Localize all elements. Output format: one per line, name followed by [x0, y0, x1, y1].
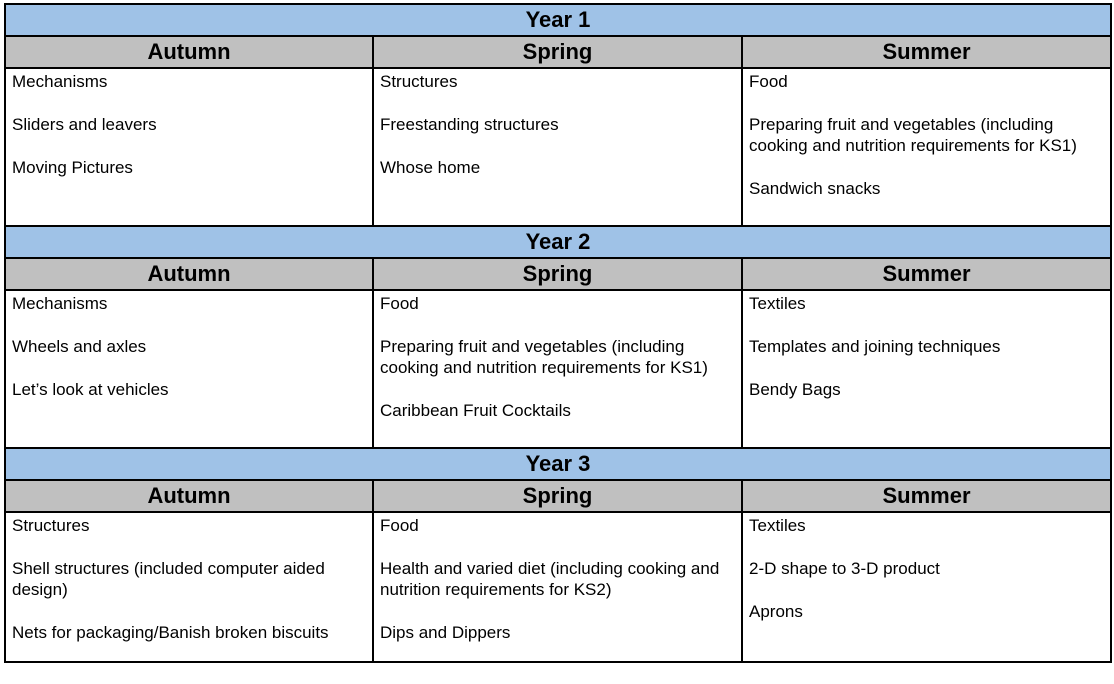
- curriculum-table: [4, 3, 1112, 663]
- topic-title: Textiles: [749, 294, 806, 313]
- year-1-summer-cell: [742, 68, 1111, 226]
- topic-title: Food: [380, 516, 419, 535]
- topic-focus: Shell structures (included computer aided design): [12, 559, 325, 599]
- season-autumn: Autumn: [5, 258, 373, 290]
- year-header-row: [5, 448, 1111, 480]
- topic-focus: Templates and joining techniques: [749, 337, 1001, 356]
- season-autumn: Autumn: [5, 480, 373, 512]
- topic-project: Bendy Bags: [749, 380, 841, 399]
- year-header-row: [5, 226, 1111, 258]
- season-spring: Spring: [373, 480, 742, 512]
- topic-project: Whose home: [380, 158, 481, 177]
- topic-project: Nets for packaging/Banish broken biscuits: [12, 623, 329, 642]
- season-autumn: Autumn: [5, 36, 373, 68]
- topic-title: Mechanisms: [12, 72, 108, 91]
- topic-project: Caribbean Fruit Cocktails: [380, 401, 571, 420]
- year-3-spring-cell: [373, 512, 742, 662]
- season-header-row: [5, 480, 1111, 512]
- season-spring: Spring: [373, 258, 742, 290]
- topic-project: Dips and Dippers: [380, 623, 511, 642]
- year-3-title: Year 3: [5, 448, 1111, 480]
- season-summer: Summer: [742, 36, 1111, 68]
- year-header-row: [5, 4, 1111, 36]
- year-1-spring-cell: [373, 68, 742, 226]
- topic-title: Textiles: [749, 516, 806, 535]
- topic-focus: Preparing fruit and vegetables (including cooking and nutrition requirements for KS1): [749, 115, 1077, 155]
- year-3-summer-cell: [742, 512, 1111, 662]
- topic-focus: Preparing fruit and vegetables (including cooking and nutrition requirements for KS1): [380, 337, 708, 377]
- season-header-row: [5, 258, 1111, 290]
- year-2-spring-cell: [373, 290, 742, 448]
- topic-focus: Health and varied diet (including cooking and nutrition requirements for KS2): [380, 559, 720, 599]
- year-3-autumn-cell: [5, 512, 373, 662]
- content-row: [5, 512, 1111, 662]
- year-2-title: Year 2: [5, 226, 1111, 258]
- topic-focus: Freestanding structures: [380, 115, 559, 134]
- season-spring: Spring: [373, 36, 742, 68]
- year-1-title: Year 1: [5, 4, 1111, 36]
- topic-title: Food: [380, 294, 419, 313]
- year-2-autumn-cell: [5, 290, 373, 448]
- topic-focus: Wheels and axles: [12, 337, 147, 356]
- season-summer: Summer: [742, 258, 1111, 290]
- content-row: [5, 290, 1111, 448]
- season-summer: Summer: [742, 480, 1111, 512]
- content-row: [5, 68, 1111, 226]
- topic-title: Mechanisms: [12, 294, 108, 313]
- topic-project: Moving Pictures: [12, 158, 133, 177]
- topic-title: Structures: [12, 516, 90, 535]
- topic-project: Sandwich snacks: [749, 179, 881, 198]
- topic-project: Aprons: [749, 602, 803, 621]
- topic-title: Structures: [380, 72, 458, 91]
- season-header-row: [5, 36, 1111, 68]
- year-2-summer-cell: [742, 290, 1111, 448]
- topic-focus: 2-D shape to 3-D product: [749, 559, 940, 578]
- topic-focus: Sliders and leavers: [12, 115, 157, 134]
- topic-title: Food: [749, 72, 788, 91]
- topic-project: Let’s look at vehicles: [12, 380, 169, 399]
- year-1-autumn-cell: [5, 68, 373, 226]
